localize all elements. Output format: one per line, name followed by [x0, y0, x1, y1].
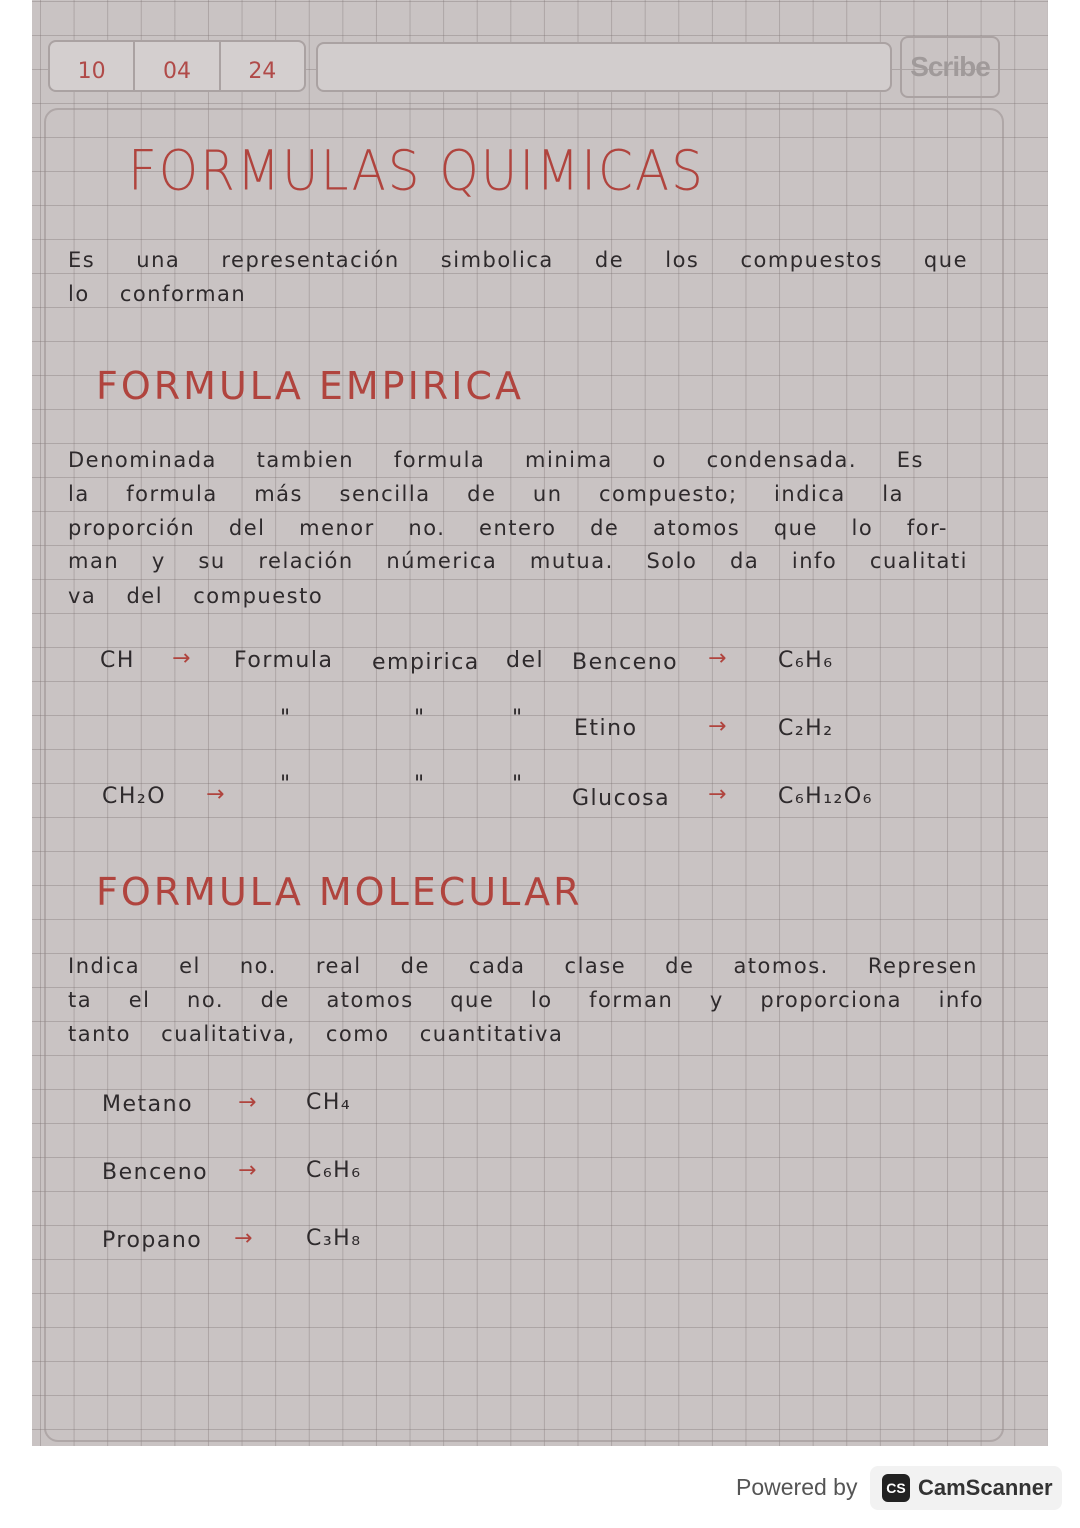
- powered-by-text: Powered by: [736, 1474, 858, 1500]
- paragraph-line: ta el no. de atomos que lo forman y proporciona info: [68, 988, 984, 1012]
- section-heading-molecular: FORMULA MOLECULAR: [96, 870, 583, 914]
- arrow-icon: →: [708, 782, 728, 807]
- row-text: empirica: [372, 650, 480, 675]
- paragraph-line: proporción del menor no. entero de atomos que lo for-: [68, 516, 948, 540]
- paragraph-line: Denominada tambien formula minima o condensada. Es: [68, 448, 924, 472]
- row-text: del: [506, 648, 545, 673]
- molecular-formula: C₆H₆: [306, 1158, 362, 1183]
- paragraph-line: la formula más sencilla de un compuesto; indica la: [68, 482, 904, 506]
- section-heading-empirica: FORMULA EMPIRICA: [96, 364, 524, 408]
- date-day: 10: [50, 42, 135, 90]
- date-year: 24: [248, 59, 277, 84]
- intro-line: lo conforman: [68, 282, 247, 306]
- ditto-mark: ": [512, 706, 524, 731]
- empirical-formula: CH₂O: [102, 784, 167, 809]
- date-month: 04: [135, 42, 220, 90]
- compound-name: Benceno: [572, 650, 679, 675]
- molecular-formula: C₂H₂: [778, 716, 834, 741]
- arrow-icon: →: [238, 1090, 258, 1115]
- compound-name: Glucosa: [572, 786, 671, 811]
- camscanner-icon: CS: [882, 1474, 910, 1502]
- arrow-icon: →: [234, 1226, 254, 1251]
- paragraph-line: man y su relación númerica mutua. Solo da info cualitati: [68, 549, 968, 573]
- camscanner-label: CamScanner: [918, 1475, 1053, 1500]
- compound-name: Benceno: [102, 1160, 209, 1185]
- molecular-formula: CH₄: [306, 1090, 352, 1115]
- paragraph-line: Indica el no. real de cada clase de atomos. Represen: [68, 954, 978, 978]
- empirical-formula: CH: [100, 648, 135, 673]
- ditto-mark: ": [414, 772, 426, 797]
- camscanner-badge: [870, 1466, 1062, 1510]
- ditto-mark: ": [512, 772, 524, 797]
- arrow-icon: →: [206, 782, 226, 807]
- arrow-icon: →: [238, 1158, 258, 1183]
- notebook-brand-logo: Scribe: [900, 36, 1000, 98]
- compound-name: Propano: [102, 1228, 203, 1253]
- date-box: [48, 40, 306, 92]
- molecular-formula: C₃H₈: [306, 1226, 362, 1251]
- compound-name: Etino: [574, 716, 638, 741]
- paragraph-line: tanto cualitativa, como cuantitativa: [68, 1022, 564, 1046]
- ditto-mark: ": [280, 772, 292, 797]
- ditto-mark: ": [414, 706, 426, 731]
- arrow-icon: →: [708, 646, 728, 671]
- arrow-icon: →: [172, 646, 192, 671]
- title-box: [316, 42, 892, 92]
- compound-name: Metano: [102, 1092, 194, 1117]
- paragraph-line: va del compuesto: [68, 584, 324, 608]
- row-text: Formula: [234, 648, 334, 673]
- molecular-formula: C₆H₁₂O₆: [778, 784, 873, 809]
- ditto-mark: ": [280, 706, 292, 731]
- intro-line: Es una representación simbolica de los compuestos que: [68, 248, 968, 272]
- page-title: FORMULAS QUIMICAS: [128, 139, 705, 203]
- molecular-formula: C₆H₆: [778, 648, 834, 673]
- arrow-icon: →: [708, 714, 728, 739]
